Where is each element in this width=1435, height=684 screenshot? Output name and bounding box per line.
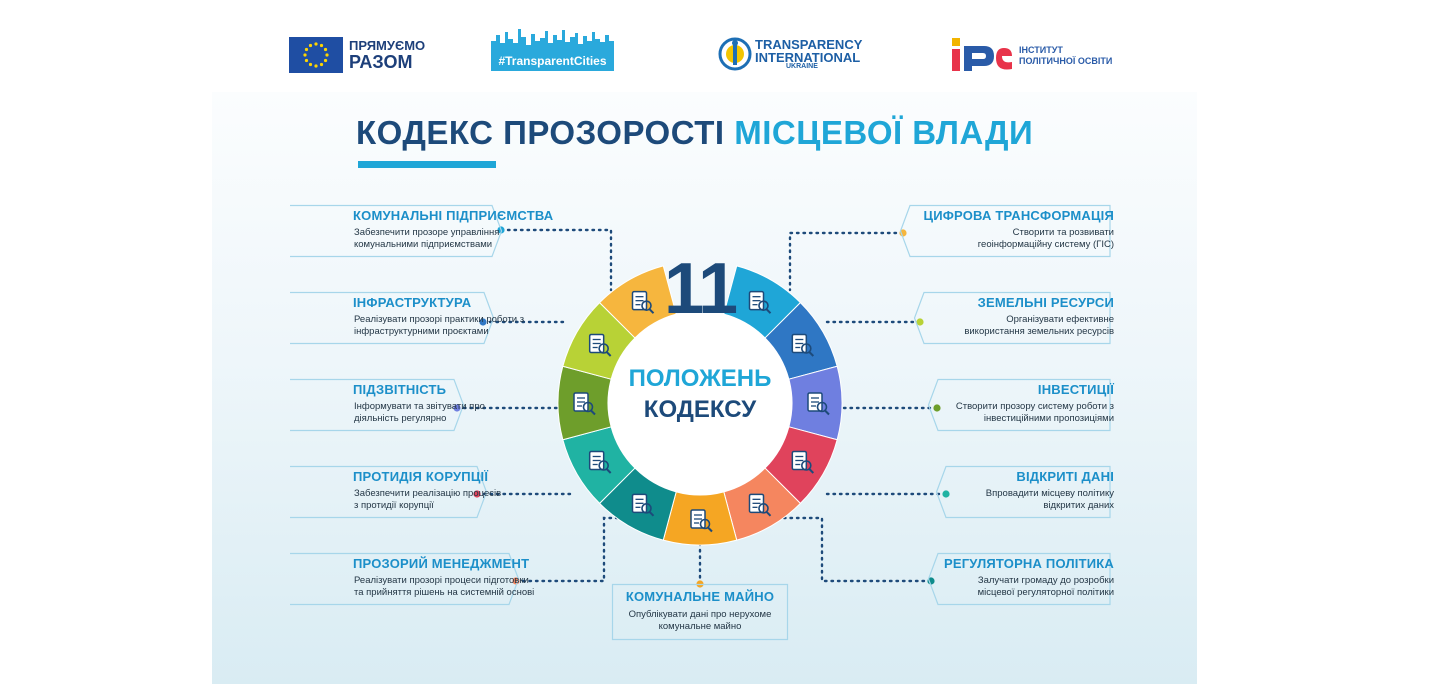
provision-card-anti-corruption — [272, 466, 502, 518]
card-desc: Забезпечити реалізацію процесів з протидії корупції — [354, 488, 502, 511]
card-desc: Опублікувати дані про нерухоме комунальне майно — [628, 609, 772, 632]
ipo-logo-line1: ІНСТИТУТ — [1019, 45, 1063, 55]
card-title: ІНФРАСТРУКТУРА — [353, 295, 472, 310]
provision-card-infrastructure — [272, 292, 525, 344]
provision-card-open-data — [898, 466, 1128, 518]
card-desc: Організувати ефективне використання земельних ресурсів — [964, 314, 1114, 337]
eu-logo-line2: РАЗОМ — [349, 52, 413, 72]
center-label-line1: ПОЛОЖЕНЬ — [628, 365, 772, 392]
ipo-logo-line2: ПОЛІТИЧНОЇ ОСВІТИ — [1019, 56, 1113, 66]
card-title: ПРОЗОРИЙ МЕНЕДЖМЕНТ — [353, 556, 530, 571]
ti-logo-line1: TRANSPARENCY — [755, 37, 863, 52]
connector-line — [790, 233, 896, 290]
card-title: КОМУНАЛЬНЕ МАЙНО — [625, 589, 775, 604]
transparent-cities-tag: #TransparentCities — [498, 54, 607, 68]
connector-line — [523, 518, 630, 581]
card-title: ЗЕМЕЛЬНІ РЕСУРСИ — [977, 295, 1114, 310]
center-label-line2: КОДЕКСУ — [643, 396, 757, 423]
card-title: ПІДЗВІТНІСТЬ — [353, 382, 447, 397]
ti-logo-line3: UKRAINE — [786, 63, 818, 70]
ti-logo-line2: INTERNATIONAL — [755, 50, 861, 65]
card-title: ЦИФРОВА ТРАНСФОРМАЦІЯ — [923, 208, 1114, 223]
card-desc: Інформувати та звітувати про діяльність регулярно — [354, 401, 485, 424]
card-title: ІНВЕСТИЦІЇ — [1037, 382, 1114, 397]
card-desc: Забезпечити прозоре управління комунальними підприємствами — [354, 227, 500, 250]
card-desc: Реалізувати прозорі практики роботи з інфраструктурними проєктами — [354, 314, 525, 337]
card-desc: Створити та розвивати геоінформаційну систему (ГІС) — [977, 227, 1114, 250]
card-title: РЕГУЛЯТОРНА ПОЛІТИКА — [943, 556, 1114, 571]
card-title: ПРОТИДІЯ КОРУПЦІЇ — [353, 469, 489, 484]
card-desc: Реалізувати прозорі процеси підготовки та прийняття рішень на системній основі — [354, 575, 535, 598]
eu-logo-line1: ПРЯМУЄМО — [349, 38, 426, 53]
provision-card-digital-transformation — [898, 205, 1128, 257]
provision-card-communal-enterprises — [272, 205, 554, 257]
title-part1: КОДЕКС ПРОЗОРОСТІ — [356, 114, 735, 151]
connector-line — [508, 230, 611, 290]
card-desc: Створити прозору систему роботи з інвестиційними пропозиціями — [955, 401, 1114, 424]
center-number: 11 — [663, 249, 737, 329]
provision-card-transparent-management — [272, 553, 535, 605]
card-desc: Впровадити місцеву політику відкритих даних — [985, 488, 1114, 511]
provision-card-communal-property — [612, 584, 788, 636]
card-desc: Залучати громаду до розробки місцевої регуляторної політики — [977, 575, 1114, 598]
provision-card-land-resources — [898, 292, 1128, 344]
card-title: КОМУНАЛЬНІ ПІДПРИЄМСТВА — [353, 208, 554, 223]
provision-card-investments — [898, 379, 1128, 431]
provision-card-regulatory-policy — [898, 553, 1128, 605]
card-title: ВІДКРИТІ ДАНІ — [1016, 469, 1114, 484]
provision-card-accountability — [272, 379, 502, 431]
title-part2: МІСЦЕВОЇ ВЛАДИ — [734, 114, 1034, 151]
